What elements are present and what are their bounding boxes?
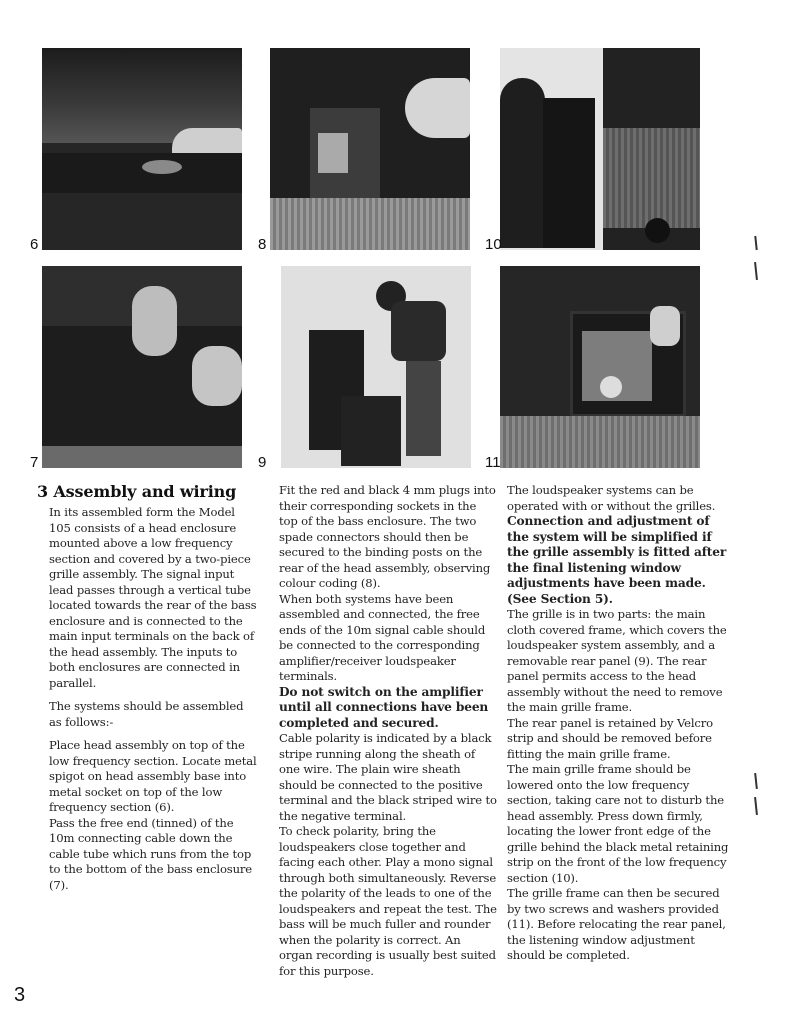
figure-number: 10 (485, 236, 502, 253)
paragraph: To check polarity, bring the loudspeakers close together and facing each other. Play a mono signal through both simultaneously. Reverse the polarity of the leads to one of the loudspeakers and repeat the test. The bass will be much fuller and rounder when the polarity is correct. An organ recording is usually best suited for this purpose. (279, 824, 497, 978)
figure-10-photo (500, 48, 700, 250)
margin-mark (754, 773, 758, 789)
paragraph: The rear panel is retained by Velcro strip and should be removed before fitting the main grille frame. (507, 715, 713, 761)
figure-number: 6 (30, 236, 39, 253)
figure-8-photo (270, 48, 470, 250)
paragraph: The systems should be assembled as follows:- (49, 699, 244, 729)
paragraph: In its assembled form the Model 105 consists of a head enclosure mounted above a low frequency section and covered by a two-piece grille assembly. The signal input lead passes through a vertical tube located towards the rear of the bass enclosure and is connected to the main input terminals on the back of the head assembly. The inputs to both enclosures are connected in parallel. (49, 505, 257, 690)
paragraph: The grille frame can then be secured by two screws and washers provided (11). Before relocating the rear panel, the listening window adjustment should be completed. (507, 886, 726, 962)
margin-mark (754, 236, 757, 250)
paragraph: Place head assembly on top of the low frequency section. Locate metal spigot on head assembly base into metal socket on top of the low frequency section (6). (49, 738, 257, 814)
figure-7-photo (42, 266, 242, 468)
warning-text: Do not switch on the amplifier until all connections have been completed and secured. (279, 684, 489, 730)
paragraph: Cable polarity is indicated by a black stripe running along the sheath of one wire. The plain wire sheath should be connected to the positive terminal and the black striped wire to the negative terminal. (279, 731, 497, 823)
paragraph: The main grille frame should be lowered onto the low frequency section, taking care not to disturb the head assembly. Press down firmly, locating the lower front edge of the grille behind the black metal retaining strip on the front of the low frequency section (10). (507, 762, 729, 885)
figure-number: 7 (30, 454, 39, 471)
figure-11-photo (500, 266, 700, 468)
paragraph: The grille is in two parts: the main cloth covered frame, which covers the loudspeaker system assembly, and a removable rear panel (9). The rear panel permits access to the head assembly without the need to remove the main grille frame. (507, 607, 727, 714)
figure-9-photo (281, 266, 471, 468)
paragraph: When both systems have been assembled and connected, the free ends of the 10m signal cable should be connected to the corresponding amplifier/receiver loudspeaker terminals. (279, 591, 486, 683)
text-column-3 (507, 483, 729, 964)
page-number: 3 (14, 984, 26, 1006)
paragraph: Fit the red and black 4 mm plugs into their corresponding sockets in the top of the bass enclosure. The two spade connectors should then be secured to the binding posts on the rear of the head assembly, observing colour coding (8). (279, 483, 496, 590)
margin-mark (754, 797, 758, 815)
text-column-1 (37, 483, 259, 893)
section-heading: 3 Assembly and wiring (37, 482, 237, 501)
paragraph: Pass the free end (tinned) of the 10m connecting cable down the cable tube which runs from the top to the bottom of the bass enclosure (7). (49, 815, 253, 892)
figure-number: 8 (258, 236, 267, 253)
figure-number: 9 (258, 454, 267, 471)
note-text: Connection and adjustment of the system will be simplified if the grille assembly is fitted after the final listening window adjustments have been made. (See Section 5). (507, 514, 727, 606)
figure-6-photo (42, 48, 242, 250)
text-column-2 (279, 483, 497, 979)
figure-number: 11 (485, 454, 501, 471)
paragraph: The loudspeaker systems can be operated with or without the grilles. (507, 483, 716, 513)
margin-mark (754, 262, 758, 280)
